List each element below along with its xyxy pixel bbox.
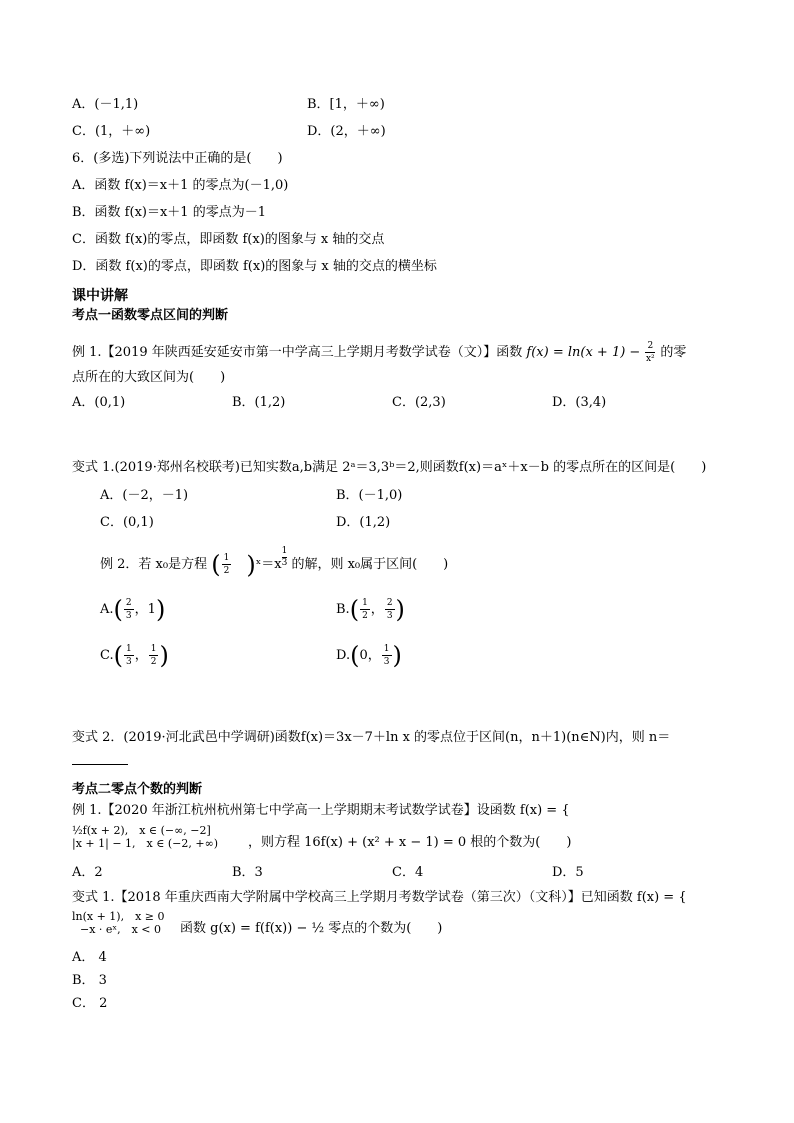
ex1-stem-prefix: 例 1.【2019 年陕西延安延安市第一中学高三上学期月考数学试卷（文）】函数 — [72, 345, 523, 360]
ex2-option-b: B.( $\frac{1}{2}$ ， $\frac{2}{3}$ ) — [336, 595, 405, 624]
ex2-c2-num: 1 — [150, 644, 157, 654]
var3-mid: 函数 g(x) = f(f(x)) − ½ 零点的个数为( ) — [180, 921, 443, 936]
ex2-b1-num: 1 — [362, 598, 368, 608]
ex3-mid: ，则方程 16f(x) + (x² + x − 1) = 0 根的个数为( ) — [248, 835, 572, 850]
var2-answer-blank — [72, 752, 128, 770]
var3-option-b: B． 3 — [72, 973, 107, 988]
ex2-half — [222, 552, 232, 577]
q6-option-b: B．函数 f(x)＝x＋1 的零点为－1 — [72, 205, 266, 220]
ex2-option-a-label: A. — [100, 602, 114, 617]
q5-option-d: D．(2，＋∞) — [307, 124, 386, 139]
ex3-stem: 例 1.【2020 年浙江杭州杭州第七中学高一上学期期末考试数学试卷】设函数 f(x) = { — [72, 803, 570, 818]
var1-option-a: A．(－2，－1) — [100, 488, 189, 503]
ex2-half-den: 2 — [223, 566, 230, 576]
var2-stem: 变式 2．(2019·河北武邑中学调研)函数f(x)＝3x－7＋ln x 的零点位于区间(n，n＋1)(n∈N)内，则 n＝ — [72, 730, 671, 745]
ex1-option-c: C．(2,3) — [392, 395, 446, 410]
ex2-a-value: 1 — [147, 602, 156, 617]
ex2-b2-num: 2 — [386, 598, 393, 608]
ex2-d-value: 0 — [359, 648, 368, 663]
ex2-prefix: 例 2．若 x₀是方程 — [100, 557, 208, 572]
ex2-b1-den: 2 — [362, 611, 368, 621]
ex3-piece2: |x + 1| − 1, x ∈ (−2, +∞) — [72, 837, 219, 850]
ex2-exp-num: 1 — [281, 546, 288, 556]
ex2-paren-open: ( — [211, 550, 221, 579]
ex1-option-a: A．(0,1) — [72, 395, 126, 410]
ex2-c2-den: 2 — [150, 657, 157, 667]
ex2-exponent — [282, 546, 288, 569]
var3-piece2: −x · eˣ, x < 0 — [80, 923, 161, 936]
ex2-half-num: 1 — [223, 553, 230, 563]
q5-option-a: A．(－1,1) — [72, 97, 139, 112]
ex2-c-frac2 — [149, 643, 159, 668]
ex2-b-frac2 — [385, 597, 395, 622]
ex2-exp-den: 3 — [281, 558, 288, 568]
ex2-c-frac1 — [124, 643, 134, 668]
ex1-option-b: B．(1,2) — [232, 395, 286, 410]
ex3-option-d: D．5 — [552, 865, 584, 880]
var1-option-c: C．(0,1) — [100, 515, 154, 530]
ex2-suffix: 的解，则 x₀属于区间( ) — [291, 557, 449, 572]
ex2-d-num: 1 — [383, 644, 390, 654]
q5-option-c: C．(1，＋∞) — [72, 124, 151, 139]
ex3-option-b: B．3 — [232, 865, 263, 880]
ex1-option-d: D．(3,4) — [552, 395, 607, 410]
ex1-stem-suffix: 的零 — [660, 345, 687, 360]
var1-option-d: D．(1,2) — [336, 515, 391, 530]
section-title: 课中讲解 — [72, 288, 128, 304]
q6-stem: 6．(多选)下列说法中正确的是( ) — [72, 151, 283, 166]
ex2-option-c-label: C. — [100, 648, 114, 663]
ex2-paren-close: ) — [246, 550, 256, 579]
ex2-stem — [100, 546, 449, 579]
var1-stem: 变式 1.(2019·郑州名校联考)已知实数a,b满足 2ᵃ＝3,3ᵇ＝2,则函数f(x)＝aˣ＋x－b 的零点所在的区间是( ) — [72, 460, 707, 475]
ex2-mid: ˣ＝x — [255, 557, 282, 572]
q6-option-a: A．函数 f(x)＝x＋1 的零点为(－1,0) — [72, 178, 289, 193]
ex3-piece1: ½f(x + 2), x ∈ (−∞, −2] — [72, 824, 211, 837]
ex2-option-a: A.( $\frac{2}{3}$ ，1) — [100, 595, 166, 624]
ex1-frac-num: 2 — [647, 341, 654, 351]
ex1-frac-den: x² — [645, 354, 655, 364]
ex3-piecewise — [72, 824, 218, 850]
ex2-a-den: 3 — [125, 611, 132, 621]
var1-option-b: B．(－1,0) — [336, 488, 403, 503]
q6-option-c: C．函数 f(x)的零点，即函数 f(x)的图象与 x 轴的交点 — [72, 232, 385, 247]
ex2-option-d-label: D. — [336, 648, 351, 663]
ex1-fraction — [645, 340, 655, 365]
ex1-stem-line2: 点所在的大致区间为( ) — [72, 370, 226, 385]
ex2-option-d: D.(0， $\frac{1}{3}$ ) — [336, 641, 402, 670]
ex1-stem — [72, 340, 686, 365]
ex2-c1-num: 1 — [126, 644, 132, 654]
topic1-heading: 考点一函数零点区间的判断 — [72, 308, 229, 323]
ex2-option-b-label: B. — [336, 602, 350, 617]
q6-option-d: D．函数 f(x)的零点，即函数 f(x)的图象与 x 轴的交点的横坐标 — [72, 259, 437, 274]
ex2-a-num: 2 — [125, 598, 132, 608]
ex3-option-c: C．4 — [392, 865, 424, 880]
ex2-c1-den: 3 — [126, 657, 132, 667]
ex3-option-a: A．2 — [72, 865, 103, 880]
var3-option-a: A． 4 — [72, 950, 107, 965]
var3-option-c: C． 2 — [72, 996, 108, 1011]
var3-stem: 变式 1.【2018 年重庆西南大学附属中学校高三上学期月考数学试卷（第三次）（文科）】已知函数 f(x) = { — [72, 890, 687, 905]
ex2-a-frac — [124, 597, 134, 622]
ex2-b-frac1 — [360, 597, 370, 622]
q5-option-b: B．[1，＋∞) — [307, 97, 385, 112]
var3-piece1: ln(x + 1), x ≥ 0 — [72, 910, 165, 923]
ex2-d-frac — [382, 643, 392, 668]
ex2-d-den: 3 — [383, 657, 390, 667]
var3-piecewise — [72, 910, 165, 936]
ex2-b2-den: 3 — [386, 611, 393, 621]
ex1-formula: f(x) = ln(x + 1) − — [526, 345, 641, 360]
ex2-option-c: C.( $\frac{1}{3}$ ， $\frac{1}{2}$ ) — [100, 641, 169, 670]
topic2-heading: 考点二零点个数的判断 — [72, 782, 203, 797]
